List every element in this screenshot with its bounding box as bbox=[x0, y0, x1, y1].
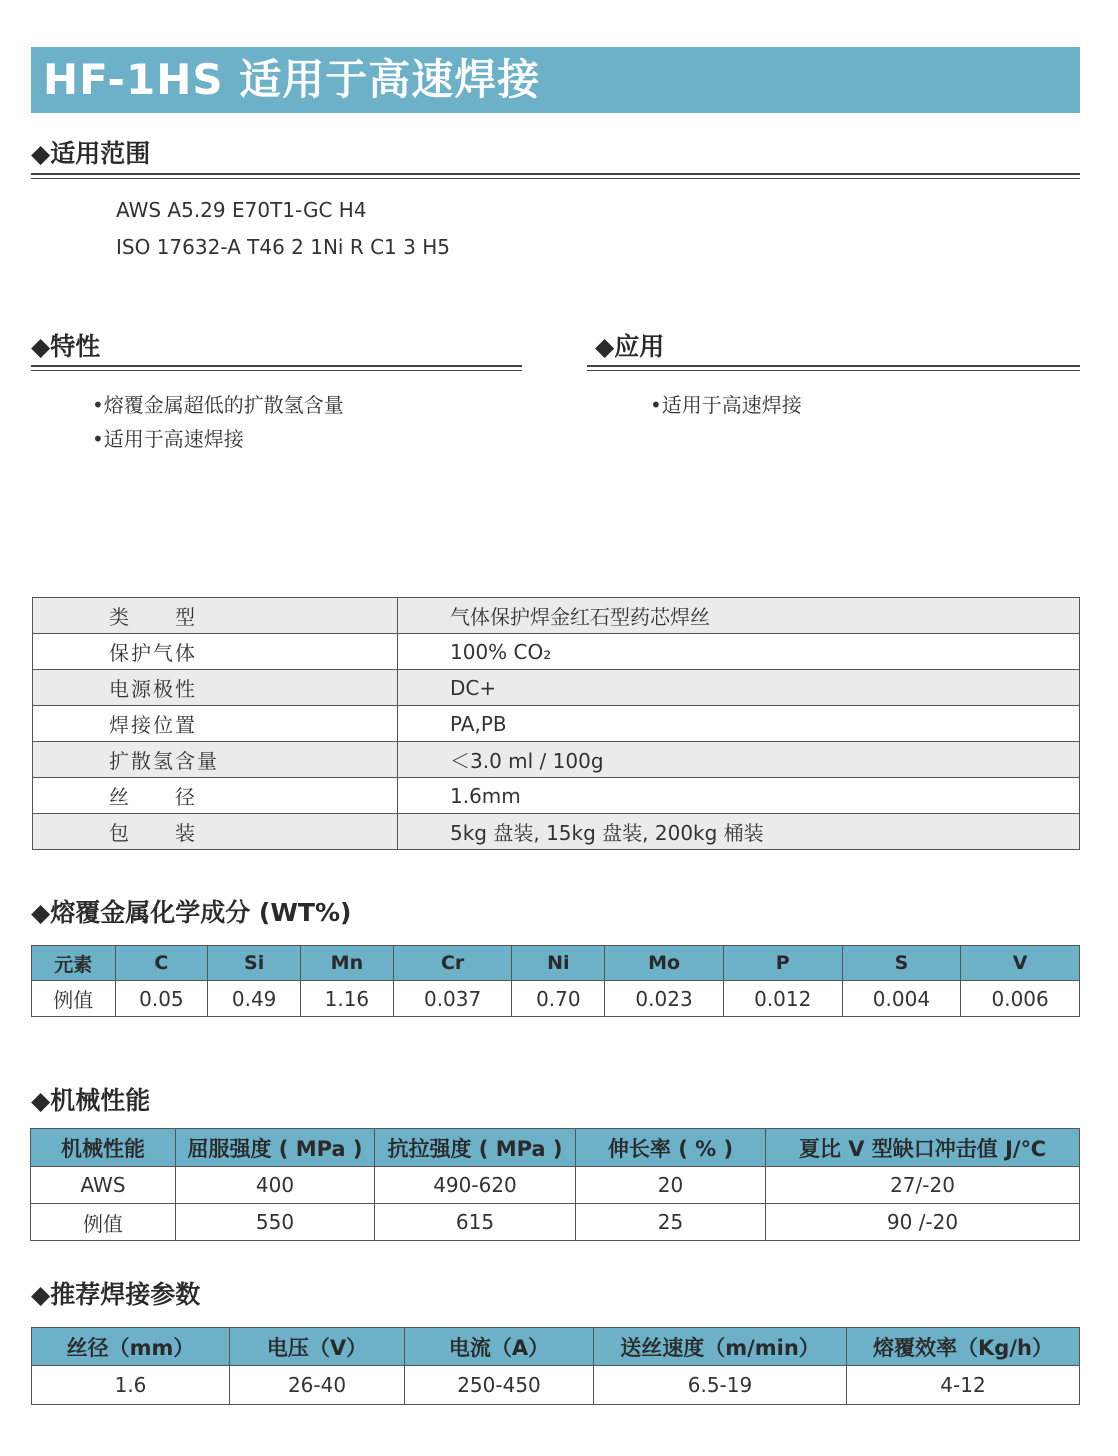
features-list bbox=[92, 388, 344, 456]
mechanical-cell: 550 bbox=[176, 1204, 375, 1241]
chemistry-header: Cr bbox=[393, 946, 512, 981]
chemistry-header: Mo bbox=[605, 946, 724, 981]
spec-value: 100% CO₂ bbox=[398, 634, 1080, 670]
chemistry-header: S bbox=[842, 946, 961, 981]
chemistry-cell: 0.006 bbox=[961, 981, 1080, 1017]
spec-row bbox=[33, 814, 1080, 850]
title-banner bbox=[31, 47, 1080, 113]
application-heading: ◆应用 bbox=[595, 332, 665, 361]
chemistry-cell: 0.70 bbox=[512, 981, 605, 1017]
spec-key: 包 装 bbox=[33, 814, 398, 850]
chemistry-header-row bbox=[32, 946, 1080, 981]
welding-cell: 26-40 bbox=[230, 1366, 405, 1405]
welding-cell: 250-450 bbox=[405, 1366, 594, 1405]
application-list bbox=[650, 388, 802, 422]
spec-value: PA,PB bbox=[398, 706, 1080, 742]
spec-row bbox=[33, 634, 1080, 670]
chemistry-cell: 例值 bbox=[32, 981, 116, 1017]
chemistry-cell: 0.012 bbox=[723, 981, 842, 1017]
chemistry-header: C bbox=[115, 946, 208, 981]
spec-value: ＜3.0 ml / 100g bbox=[398, 742, 1080, 778]
mechanical-header: 抗拉强度 ( MPa ) bbox=[375, 1129, 576, 1167]
welding-cell: 6.5-19 bbox=[594, 1366, 847, 1405]
mechanical-heading: ◆机械性能 bbox=[31, 1086, 151, 1115]
spec-key: 类 型 bbox=[33, 598, 398, 634]
mechanical-cell: 20 bbox=[576, 1167, 766, 1204]
chemistry-cell: 0.05 bbox=[115, 981, 208, 1017]
mechanical-cell: 90 /-20 bbox=[766, 1204, 1080, 1241]
welding-table bbox=[31, 1327, 1080, 1405]
mechanical-cell: 400 bbox=[176, 1167, 375, 1204]
chemistry-cell: 0.004 bbox=[842, 981, 961, 1017]
chemistry-table bbox=[31, 945, 1080, 1017]
application-rule bbox=[587, 365, 1080, 371]
features-rule bbox=[31, 365, 522, 371]
chemistry-cell: 0.023 bbox=[605, 981, 724, 1017]
chemistry-cell: 1.16 bbox=[301, 981, 394, 1017]
spec-row bbox=[33, 778, 1080, 814]
scope-rule bbox=[31, 173, 1080, 179]
mechanical-cell: 490-620 bbox=[375, 1167, 576, 1204]
welding-header-row bbox=[32, 1328, 1080, 1366]
spec-key: 保护气体 bbox=[33, 634, 398, 670]
features-item: •适用于高速焊接 bbox=[92, 427, 244, 451]
page-title: HF-1HS 适用于高速焊接 bbox=[43, 55, 541, 104]
spec-key: 扩散氢含量 bbox=[33, 742, 398, 778]
scope-heading: ◆适用范围 bbox=[31, 139, 151, 168]
chemistry-header: Ni bbox=[512, 946, 605, 981]
mechanical-cell: 615 bbox=[375, 1204, 576, 1241]
welding-header: 丝径（mm） bbox=[32, 1328, 230, 1366]
chemistry-cell: 0.49 bbox=[208, 981, 301, 1017]
spec-row bbox=[33, 670, 1080, 706]
mechanical-table bbox=[30, 1128, 1080, 1241]
mechanical-header: 屈服强度 ( MPa ) bbox=[176, 1129, 375, 1167]
chemistry-cell: 0.037 bbox=[393, 981, 512, 1017]
mechanical-cell: 例值 bbox=[31, 1204, 176, 1241]
chemistry-header: Mn bbox=[301, 946, 394, 981]
spec-row bbox=[33, 598, 1080, 634]
chemistry-header: P bbox=[723, 946, 842, 981]
welding-header: 送丝速度（m/min） bbox=[594, 1328, 847, 1366]
scope-line-2: ISO 17632-A T46 2 1Ni R C1 3 H5 bbox=[116, 235, 450, 259]
mechanical-cell: AWS bbox=[31, 1167, 176, 1204]
spec-key: 焊接位置 bbox=[33, 706, 398, 742]
spec-value: DC+ bbox=[398, 670, 1080, 706]
mechanical-cell: 27/-20 bbox=[766, 1167, 1080, 1204]
spec-value: 1.6mm bbox=[398, 778, 1080, 814]
welding-row bbox=[32, 1366, 1080, 1405]
mechanical-header: 伸长率 ( % ) bbox=[576, 1129, 766, 1167]
scope-line-1: AWS A5.29 E70T1-GC H4 bbox=[116, 198, 367, 222]
welding-header: 电流（A） bbox=[405, 1328, 594, 1366]
features-heading: ◆特性 bbox=[31, 332, 101, 361]
features-item: •熔覆金属超低的扩散氢含量 bbox=[92, 393, 344, 417]
spec-key: 丝 径 bbox=[33, 778, 398, 814]
chemistry-header: 元素 bbox=[32, 946, 116, 981]
spec-row bbox=[33, 706, 1080, 742]
application-item: •适用于高速焊接 bbox=[650, 393, 802, 417]
chemistry-value-row bbox=[32, 981, 1080, 1017]
welding-header: 电压（V） bbox=[230, 1328, 405, 1366]
welding-cell: 1.6 bbox=[32, 1366, 230, 1405]
welding-cell: 4-12 bbox=[847, 1366, 1080, 1405]
chemistry-header: Si bbox=[208, 946, 301, 981]
spec-value: 气体保护焊金红石型药芯焊丝 bbox=[398, 598, 1080, 634]
welding-heading: ◆推荐焊接参数 bbox=[31, 1280, 201, 1309]
mechanical-cell: 25 bbox=[576, 1204, 766, 1241]
spec-table bbox=[32, 597, 1080, 850]
mechanical-header: 夏比 V 型缺口冲击值 J/℃ bbox=[766, 1129, 1080, 1167]
spec-key: 电源极性 bbox=[33, 670, 398, 706]
mechanical-header-row bbox=[31, 1129, 1080, 1167]
welding-header: 熔覆效率（Kg/h） bbox=[847, 1328, 1080, 1366]
mechanical-row bbox=[31, 1167, 1080, 1204]
spec-row bbox=[33, 742, 1080, 778]
chemistry-header: V bbox=[961, 946, 1080, 981]
spec-value: 5kg 盘装, 15kg 盘装, 200kg 桶装 bbox=[398, 814, 1080, 850]
chemistry-heading: ◆熔覆金属化学成分 (WT%) bbox=[31, 898, 352, 927]
mechanical-row bbox=[31, 1204, 1080, 1241]
mechanical-header: 机械性能 bbox=[31, 1129, 176, 1167]
